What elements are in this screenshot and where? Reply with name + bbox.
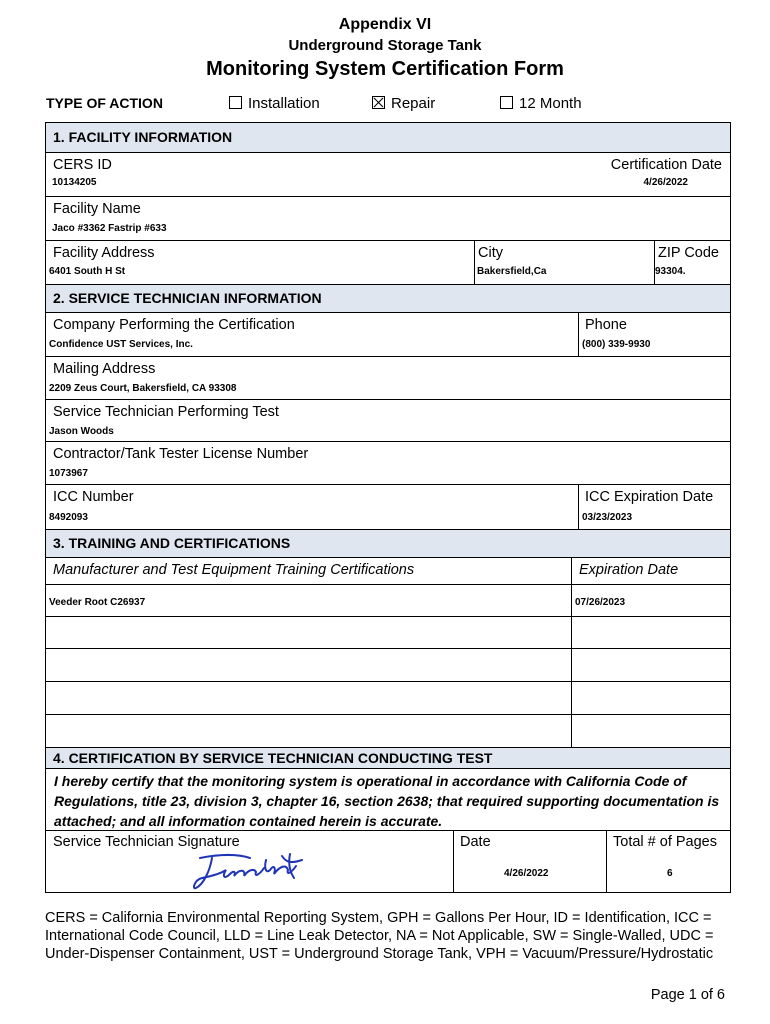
type-of-action-label: TYPE OF ACTION	[46, 95, 163, 111]
signature-label: Service Technician Signature	[53, 834, 240, 850]
facility-name-row	[46, 197, 730, 241]
technician-label: Service Technician Performing Test	[53, 404, 279, 420]
training-exp-value[interactable]: 07/26/2023	[575, 597, 626, 608]
license-value[interactable]: 1073967	[49, 468, 88, 479]
mailing-address-label: Mailing Address	[53, 361, 156, 377]
option-12-month[interactable]	[500, 95, 582, 112]
company-row	[46, 313, 730, 357]
handwritten-signature-icon	[190, 850, 310, 895]
option-repair[interactable]	[372, 95, 435, 112]
city-value[interactable]: Bakersfield,Ca	[477, 266, 547, 277]
license-row	[46, 442, 730, 485]
facility-address-value[interactable]: 6401 South H St	[49, 266, 126, 277]
expiration-column-header: Expiration Date	[579, 562, 679, 578]
option-label: Installation	[248, 95, 320, 112]
training-cert-value[interactable]: Veeder Root C26937	[49, 597, 146, 608]
section-1-header: 1. FACILITY INFORMATION	[46, 123, 730, 153]
cers-id-value[interactable]: 10134205	[52, 177, 97, 188]
icc-expiration-label: ICC Expiration Date	[585, 489, 714, 505]
facility-name-value[interactable]: Jaco #3362 Fastrip #633	[52, 223, 167, 234]
cers-id-label: CERS ID	[53, 157, 112, 173]
technician-row	[46, 400, 730, 442]
zip-code-value[interactable]: 93304.	[655, 266, 686, 277]
training-cert-cell[interactable]	[46, 617, 571, 648]
training-exp-cell[interactable]	[571, 682, 730, 714]
certification-date-label: Certification Date	[610, 157, 722, 173]
certification-date-value[interactable]: 4/26/2022	[643, 177, 688, 188]
checkbox-unchecked-icon[interactable]	[500, 96, 513, 109]
appendix-label: Appendix VI	[338, 16, 432, 33]
abbreviation-definitions: CERS = California Environmental Reporting System, GPH = Gallons Per Hour, ID = Identification, ICC = International Code Council, LLD = Line Leak Detector, NA = Not Applicable, SW = Single-Walled, UDC = Under-Dispenser Containment, UST = Underground Storage Tank, VPH = Vacuum/Pressure/Hydrostatic	[45, 910, 714, 962]
total-pages-label: Total # of Pages	[613, 834, 717, 850]
date-label: Date	[460, 834, 491, 850]
license-label: Contractor/Tank Tester License Number	[53, 446, 309, 462]
training-cert-column-header: Manufacturer and Test Equipment Training Certifications	[53, 562, 415, 578]
training-row	[46, 617, 730, 649]
phone-value[interactable]: (800) 339-9930	[582, 339, 651, 350]
facility-address-label: Facility Address	[53, 245, 155, 261]
training-row	[46, 585, 730, 617]
checkbox-checked-icon[interactable]	[372, 96, 385, 109]
training-cert-cell[interactable]	[46, 715, 571, 747]
icc-number-value[interactable]: 8492093	[49, 512, 88, 523]
phone-label: Phone	[585, 317, 627, 333]
section-2-header: 2. SERVICE TECHNICIAN INFORMATION	[46, 285, 730, 313]
option-installation[interactable]	[229, 95, 320, 112]
facility-name-label: Facility Name	[53, 201, 141, 217]
training-cert-cell[interactable]	[46, 682, 571, 714]
company-value[interactable]: Confidence UST Services, Inc.	[49, 339, 193, 350]
section-4-header: 4. CERTIFICATION BY SERVICE TECHNICIAN CONDUCTING TEST	[46, 748, 730, 769]
zip-code-label: ZIP Code	[658, 245, 719, 261]
form-subtitle: Underground Storage Tank	[288, 37, 482, 54]
mailing-address-value[interactable]: 2209 Zeus Court, Bakersfield, CA 93308	[49, 383, 237, 394]
facility-address-row	[46, 241, 730, 285]
training-exp-cell[interactable]	[571, 715, 730, 747]
certification-statement: I hereby certify that the monitoring system is operational in accordance with California Code of Regulations, title 23, division 3, chapter 16, section 2638; that required supporting documentation is attached; and all information contained herein is accurate.	[46, 769, 730, 831]
company-label: Company Performing the Certification	[53, 317, 295, 333]
training-row	[46, 715, 730, 748]
icc-expiration-value[interactable]: 03/23/2023	[582, 512, 633, 523]
option-label: 12 Month	[519, 95, 582, 112]
training-row	[46, 682, 730, 715]
training-exp-cell[interactable]	[571, 649, 730, 681]
city-label: City	[478, 245, 503, 261]
page-number: Page 1 of 6	[650, 987, 725, 1003]
date-value[interactable]: 4/26/2022	[504, 868, 549, 879]
technician-value[interactable]: Jason Woods	[49, 426, 114, 437]
signature-row	[46, 831, 730, 892]
checkbox-unchecked-icon[interactable]	[229, 96, 242, 109]
certification-form	[45, 122, 731, 893]
training-exp-cell[interactable]	[571, 617, 730, 648]
training-cert-cell[interactable]	[46, 649, 571, 681]
cers-row	[46, 153, 730, 197]
training-header-row	[46, 558, 730, 585]
form-title: Monitoring System Certification Form	[206, 58, 564, 80]
option-label: Repair	[391, 95, 436, 112]
training-row	[46, 649, 730, 682]
total-pages-value[interactable]: 6	[667, 868, 673, 879]
mailing-row	[46, 357, 730, 400]
section-3-header: 3. TRAINING AND CERTIFICATIONS	[46, 530, 730, 558]
icc-number-label: ICC Number	[53, 489, 134, 505]
icc-row	[46, 485, 730, 530]
